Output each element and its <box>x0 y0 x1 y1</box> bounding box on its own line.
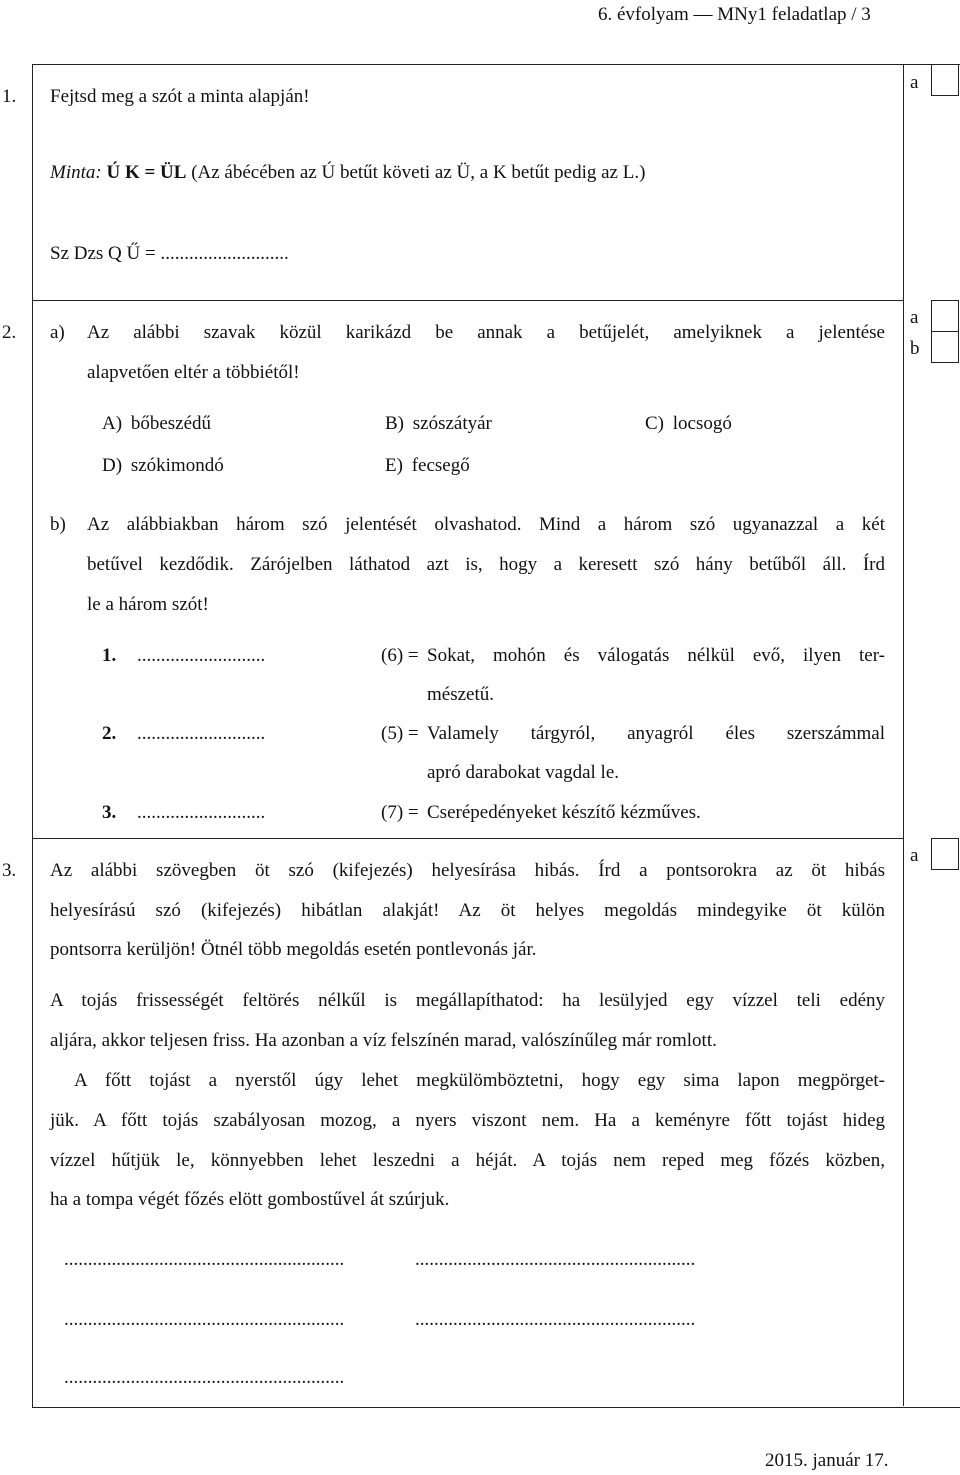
page-header: 6. évfolyam — MNy1 feladatlap / 3 <box>598 4 871 25</box>
score-column-divider <box>903 64 904 1406</box>
answer-blank[interactable]: ........................... <box>137 723 266 744</box>
example-note: (Az ábécében az Ú betűt követi az Ü, a K betűt pedig az L.) <box>191 162 646 183</box>
letter-count: (5) = <box>381 723 419 744</box>
task-separator-1 <box>32 300 903 301</box>
page-footer-date: 2015. január 17. <box>765 1450 889 1471</box>
example-pair: Ú K = ÜL <box>106 162 187 183</box>
text-line: jük. A főtt tojás szabályosan mozog, a nyers viszont nem. Ha a keményre főtt tojást hideg <box>50 1110 885 1131</box>
score-label-a: a <box>910 307 919 328</box>
definition-line: Cserépedényeket készítő kézműves. <box>427 802 701 823</box>
part-a-instruction-line: Az alábbi szavak közül karikázd be annak a betűjelét, amelyiknek a jelentése <box>87 322 885 343</box>
option-letter: C) <box>645 413 664 434</box>
text-line: A főtt tojást a nyerstől úgy lehet megkülömböztetni, hogy egy sima lapon megpörget- <box>74 1070 885 1091</box>
definition-line: Valamely tárgyról, anyagról éles szerszámmal <box>427 723 885 744</box>
option-letter: A) <box>102 413 123 434</box>
text-line: aljára, akkor teljesen friss. Ha azonban a víz felszínén marad, valószínűleg már romlott. <box>50 1030 717 1051</box>
puzzle-line[interactable]: Sz Dzs Q Ű = ........................... <box>50 243 289 264</box>
option-letter: D) <box>102 455 123 476</box>
answer-blank[interactable]: ........................... <box>137 645 266 666</box>
task-separator-2 <box>32 838 903 839</box>
answer-line-5[interactable]: ........................................................... <box>64 1367 345 1388</box>
option-D[interactable] <box>102 455 224 477</box>
option-E[interactable] <box>385 455 470 477</box>
option-word: fecsegő <box>411 455 470 476</box>
part-label: b) <box>50 514 66 535</box>
task3-instruction-line: Az alábbi szövegben öt szó (kifejezés) helyesírása hibás. Írd a pontsorokra az öt hibás <box>50 860 885 881</box>
option-word: szókimondó <box>130 455 224 476</box>
part-b-instruction-line: le a három szót! <box>87 594 209 615</box>
definition-line: Sokat, mohón és válogatás nélkül evő, ilyen ter- <box>427 645 885 666</box>
option-letter: B) <box>385 413 404 434</box>
option-word: locsogó <box>672 413 732 434</box>
option-letter: E) <box>385 455 403 476</box>
answer-line-1[interactable]: ........................................................... <box>64 1249 345 1270</box>
task-number: 3. <box>2 860 17 881</box>
text-line: A tojás frissességét feltörés nélkűl is megállapíthatod: ha lesülyjed egy vízzel teli edény <box>50 990 885 1011</box>
item-number: 3. <box>102 802 117 823</box>
option-B[interactable] <box>385 413 492 435</box>
item-number: 2. <box>102 723 117 744</box>
letter-count: (6) = <box>381 645 419 666</box>
definition-line: apró darabokat vagdal le. <box>427 762 620 783</box>
text-line: vízzel hűtjük le, könnyebben lehet leszedni a héját. A tojás nem reped meg főzés közben, <box>50 1150 885 1171</box>
answer-blank[interactable]: ........................... <box>137 802 266 823</box>
option-word: bőbeszédű <box>130 413 212 434</box>
answer-line-4[interactable]: ........................................................... <box>415 1309 696 1330</box>
task-instruction: Fejtsd meg a szót a minta alapján! <box>50 86 310 107</box>
option-A[interactable] <box>102 413 211 435</box>
task-number: 1. <box>2 86 17 107</box>
task-number: 2. <box>2 322 17 343</box>
score-label-a: a <box>910 72 919 93</box>
task3-instruction-line: helyesírású szó (kifejezés) hibátlan alakját! Az öt helyes megoldás mindegyike öt külön <box>50 900 885 921</box>
task3-instruction-line: pontsorra kerüljön! Ötnél több megoldás esetén pontlevonás jár. <box>50 939 537 960</box>
answer-line-2[interactable]: ........................................................... <box>415 1249 696 1270</box>
part-a-instruction-line: alapvetően eltér a többiétől! <box>87 362 300 383</box>
score-box-2b[interactable] <box>931 331 959 363</box>
option-word: szószátyár <box>412 413 492 434</box>
score-box-3a[interactable] <box>931 838 959 870</box>
part-label: a) <box>50 322 65 343</box>
example-label: Minta: <box>50 162 102 183</box>
option-C[interactable] <box>645 413 732 435</box>
part-b-instruction-line: betűvel kezdődik. Zárójelben láthatod azt is, hogy a keresett szó hány betűből áll. Írd <box>87 554 885 575</box>
letter-count: (7) = <box>381 802 419 823</box>
definition-line: mészetű. <box>427 684 495 705</box>
text-line: ha a tompa végét főzés elött gombostűvel át szúrjuk. <box>50 1189 450 1210</box>
score-box-2a[interactable] <box>931 300 959 332</box>
part-b-instruction-line: Az alábbiakban három szó jelentését olvashatod. Mind a három szó ugyanazzal a két <box>87 514 885 535</box>
example-line <box>50 162 645 184</box>
score-label-a: a <box>910 845 919 866</box>
score-label-b: b <box>910 338 920 359</box>
score-box-1a[interactable] <box>931 64 959 96</box>
answer-line-3[interactable]: ........................................................... <box>64 1309 345 1330</box>
item-number: 1. <box>102 645 117 666</box>
